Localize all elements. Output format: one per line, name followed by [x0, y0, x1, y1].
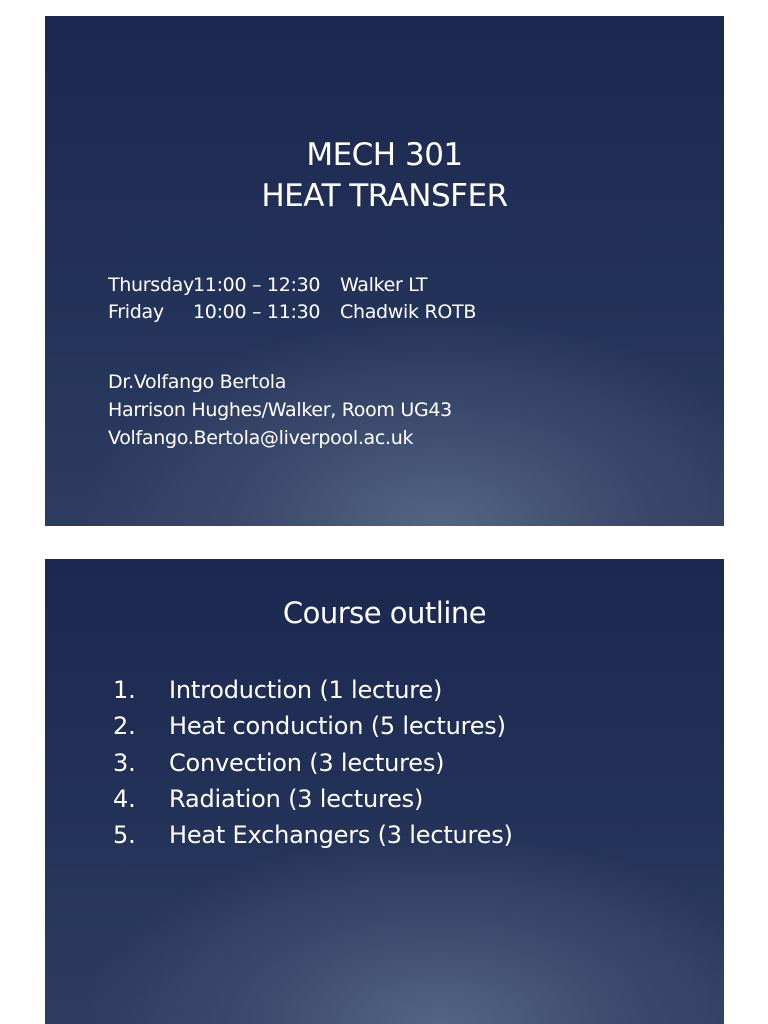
schedule-location: Chadwik ROTB	[340, 301, 477, 323]
schedule-time: 10:00 – 11:30	[193, 301, 321, 323]
course-title: HEAT TRANSFER	[261, 178, 508, 214]
list-item-text: Heat Exchangers (3 lectures)	[169, 821, 513, 849]
schedule-location: Walker LT	[340, 274, 428, 296]
list-item-number: 5.	[113, 821, 136, 849]
list-item-text: Introduction (1 lecture)	[169, 676, 443, 704]
schedule-day: Thursday	[108, 274, 194, 296]
list-item-number: 3.	[113, 749, 136, 777]
course-code: MECH 301	[306, 137, 463, 173]
list-item-number: 2.	[113, 712, 136, 740]
schedule-time: 11:00 – 12:30	[193, 274, 321, 296]
lecturer-email: Volfango.Bertola@liverpool.ac.uk	[108, 427, 414, 449]
title-slide	[45, 16, 724, 526]
lecture-schedule	[108, 272, 608, 332]
list-item-text: Convection (3 lectures)	[169, 749, 445, 777]
list-item-text: Heat conduction (5 lectures)	[169, 712, 506, 740]
lecturer-name: Dr.Volfango Bertola	[108, 371, 287, 393]
schedule-day: Friday	[108, 301, 164, 323]
list-item-number: 4.	[113, 785, 136, 813]
course-outline-slide	[45, 559, 724, 1024]
list-item-number: 1.	[113, 676, 136, 704]
outline-heading: Course outline	[282, 596, 487, 630]
lecturer-office: Harrison Hughes/Walker, Room UG43	[108, 399, 452, 421]
list-item-text: Radiation (3 lectures)	[169, 785, 424, 813]
lecturer-contact	[108, 369, 668, 459]
